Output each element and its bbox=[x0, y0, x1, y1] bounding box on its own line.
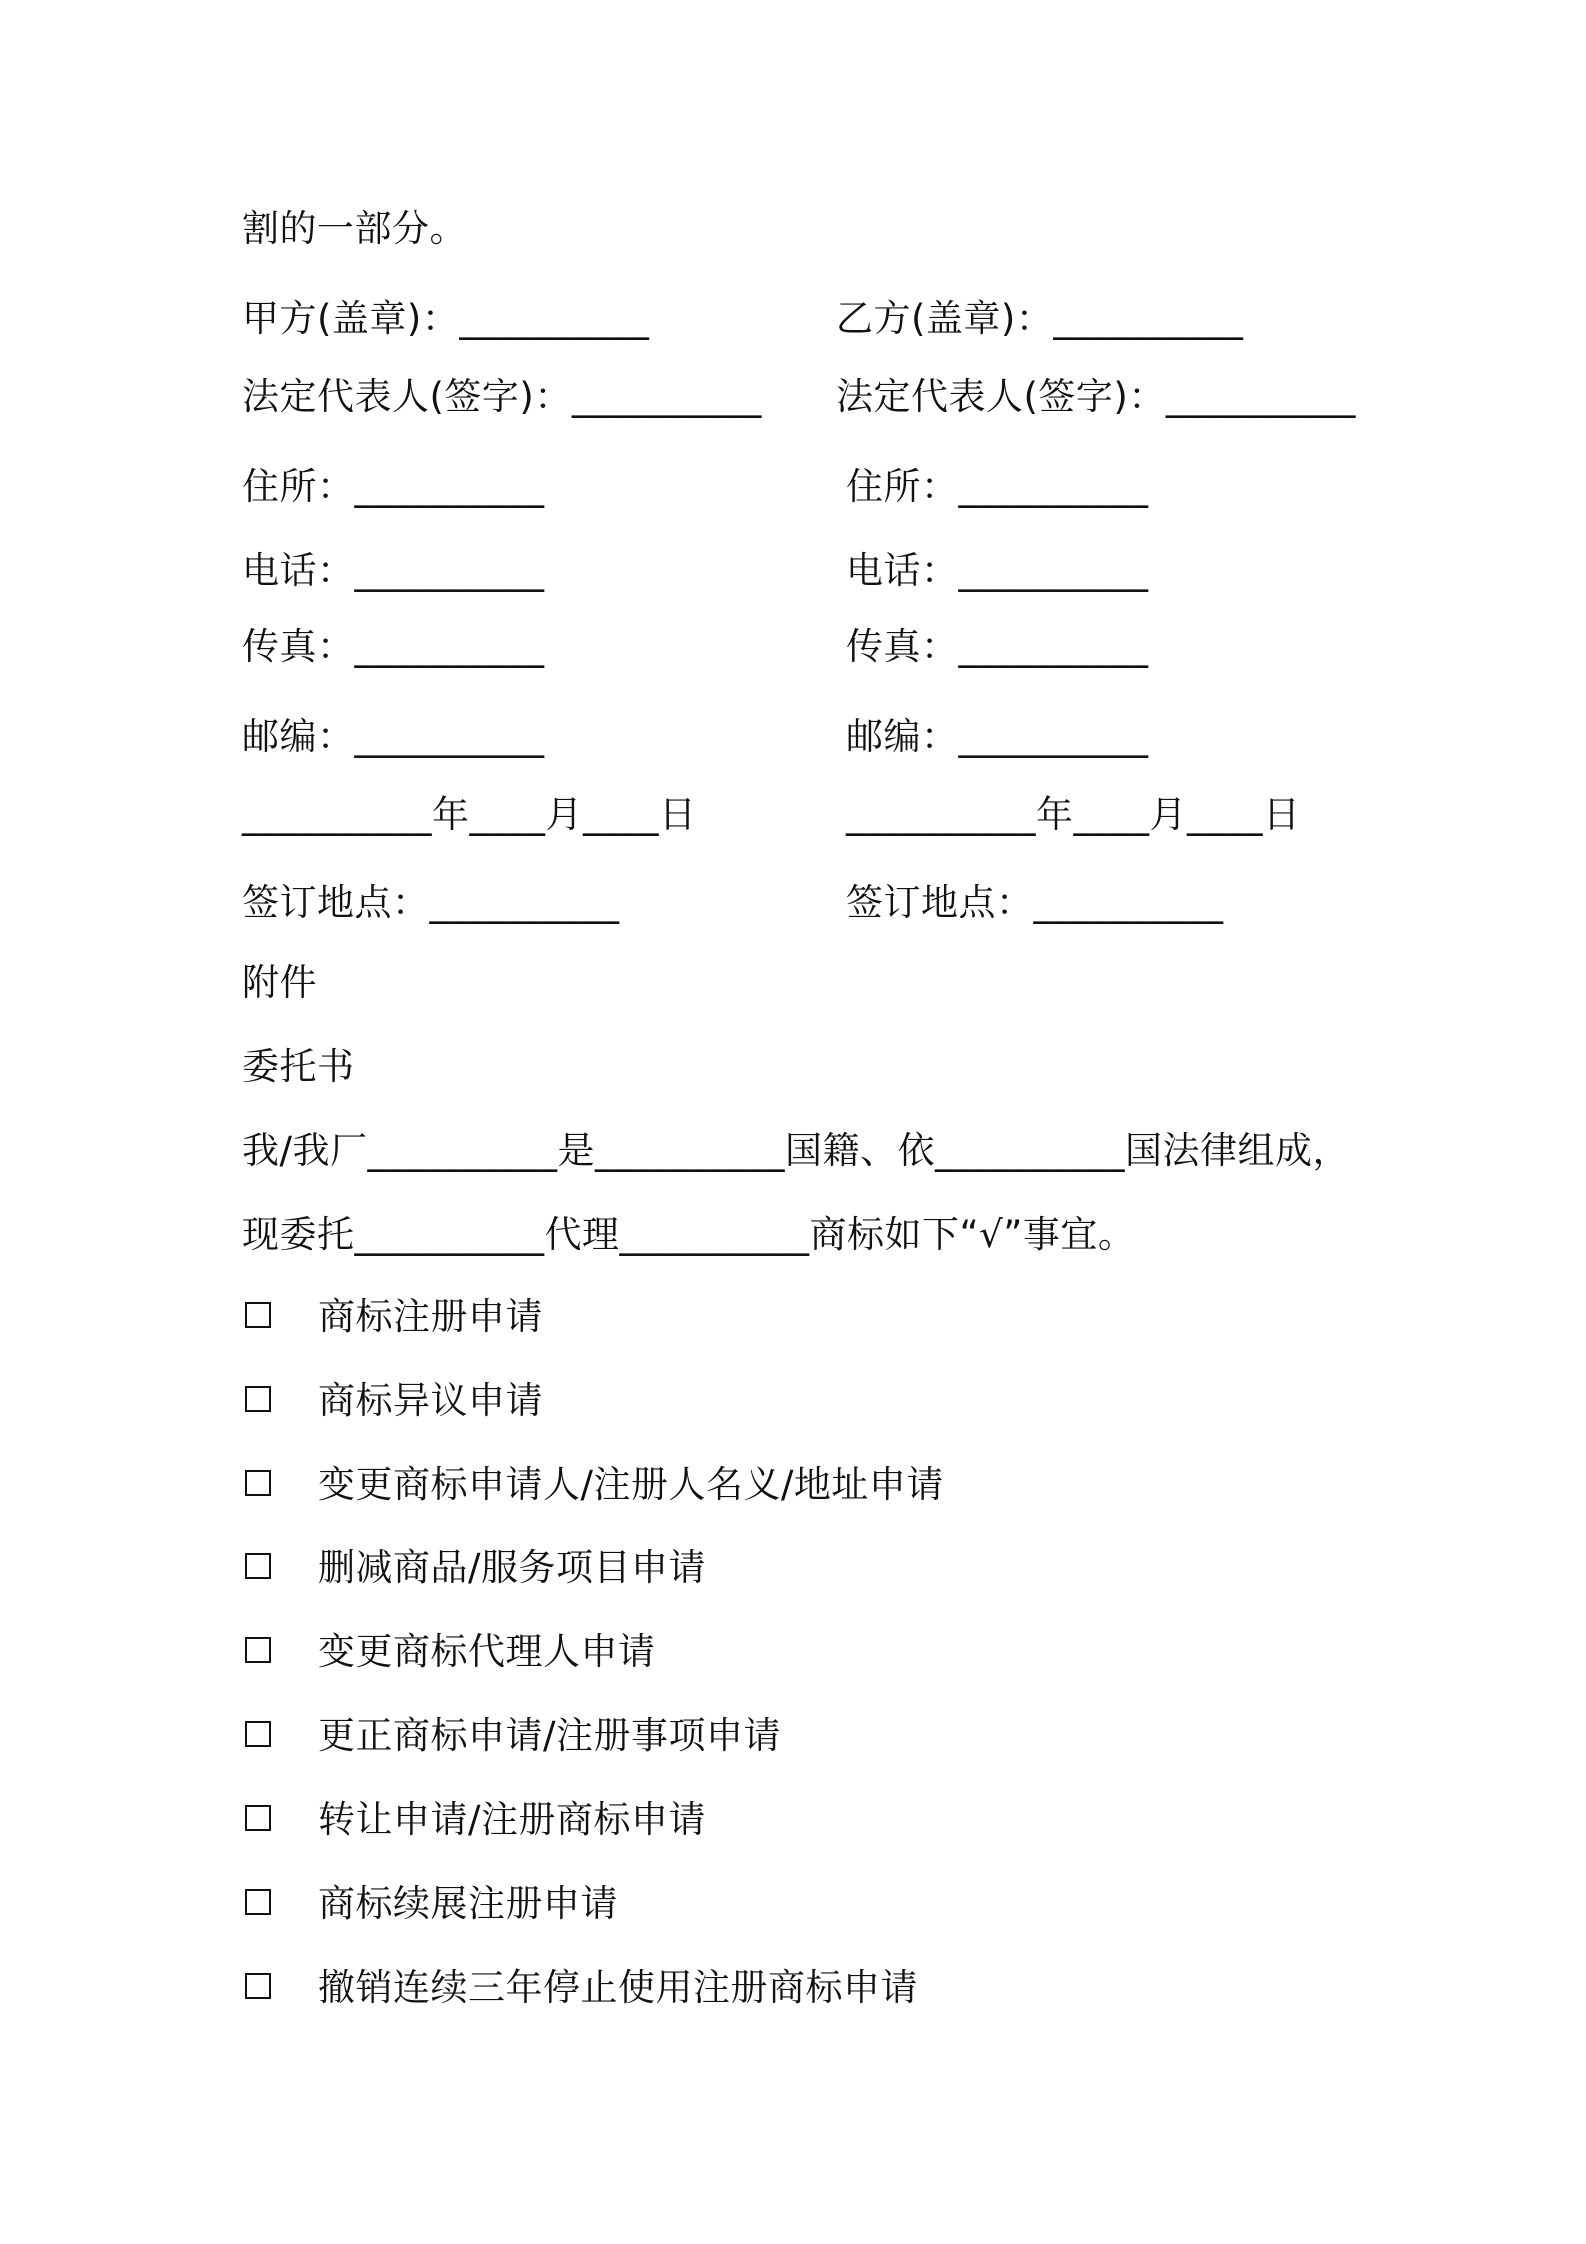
party-a-phone: 电话：__________ bbox=[242, 549, 545, 592]
party-a-date: __________年____月____日 bbox=[242, 793, 697, 836]
attachment-title: 委托书 bbox=[242, 1045, 355, 1088]
party-a-postcode: 邮编：__________ bbox=[242, 715, 545, 758]
party-b-postcode: 邮编：__________ bbox=[846, 715, 1149, 758]
option-checkbox[interactable] bbox=[245, 1889, 271, 1915]
statement-line-1: 我/我厂__________是__________国籍、依__________国法律组成， bbox=[242, 1129, 1350, 1172]
party-a-signing-place: 签订地点：__________ bbox=[242, 881, 620, 924]
continuation-text: 割的一部分。 bbox=[242, 207, 467, 250]
party-a-legal-rep: 法定代表人(签字)：__________ bbox=[242, 375, 762, 418]
option-checkbox[interactable] bbox=[245, 1470, 271, 1496]
option-label: 商标续展注册申请 bbox=[318, 1882, 618, 1925]
party-b-seal: 乙方(盖章)：__________ bbox=[836, 297, 1244, 340]
option-label: 变更商标申请人/注册人名义/地址申请 bbox=[318, 1463, 944, 1506]
party-b-fax: 传真：__________ bbox=[846, 625, 1149, 668]
party-b-signing-place: 签订地点：__________ bbox=[846, 881, 1224, 924]
option-checkbox[interactable] bbox=[245, 1637, 271, 1663]
attachment-heading: 附件 bbox=[242, 961, 317, 1004]
party-b-date: __________年____月____日 bbox=[846, 793, 1301, 836]
party-a-fax: 传真：__________ bbox=[242, 625, 545, 668]
option-label: 变更商标代理人申请 bbox=[318, 1630, 656, 1673]
option-checkbox[interactable] bbox=[245, 1721, 271, 1747]
option-checkbox[interactable] bbox=[245, 1805, 271, 1831]
option-checkbox[interactable] bbox=[245, 1553, 271, 1579]
option-checkbox[interactable] bbox=[245, 1973, 271, 1999]
party-b-phone: 电话：__________ bbox=[846, 549, 1149, 592]
option-label: 商标注册申请 bbox=[318, 1295, 543, 1338]
option-label: 转让申请/注册商标申请 bbox=[318, 1798, 706, 1841]
party-a-address: 住所：__________ bbox=[242, 465, 545, 508]
option-label: 更正商标申请/注册事项申请 bbox=[318, 1714, 781, 1757]
party-b-address: 住所：__________ bbox=[846, 465, 1149, 508]
statement-line-2: 现委托__________代理__________商标如下“√”事宜。 bbox=[242, 1213, 1136, 1256]
option-label: 撤销连续三年停止使用注册商标申请 bbox=[318, 1966, 918, 2009]
option-label: 删减商品/服务项目申请 bbox=[318, 1546, 706, 1589]
party-a-seal: 甲方(盖章)：__________ bbox=[242, 297, 650, 340]
party-b-legal-rep: 法定代表人(签字)：__________ bbox=[836, 375, 1356, 418]
option-label: 商标异议申请 bbox=[318, 1379, 543, 1422]
option-checkbox[interactable] bbox=[245, 1386, 271, 1412]
option-checkbox[interactable] bbox=[245, 1302, 271, 1328]
